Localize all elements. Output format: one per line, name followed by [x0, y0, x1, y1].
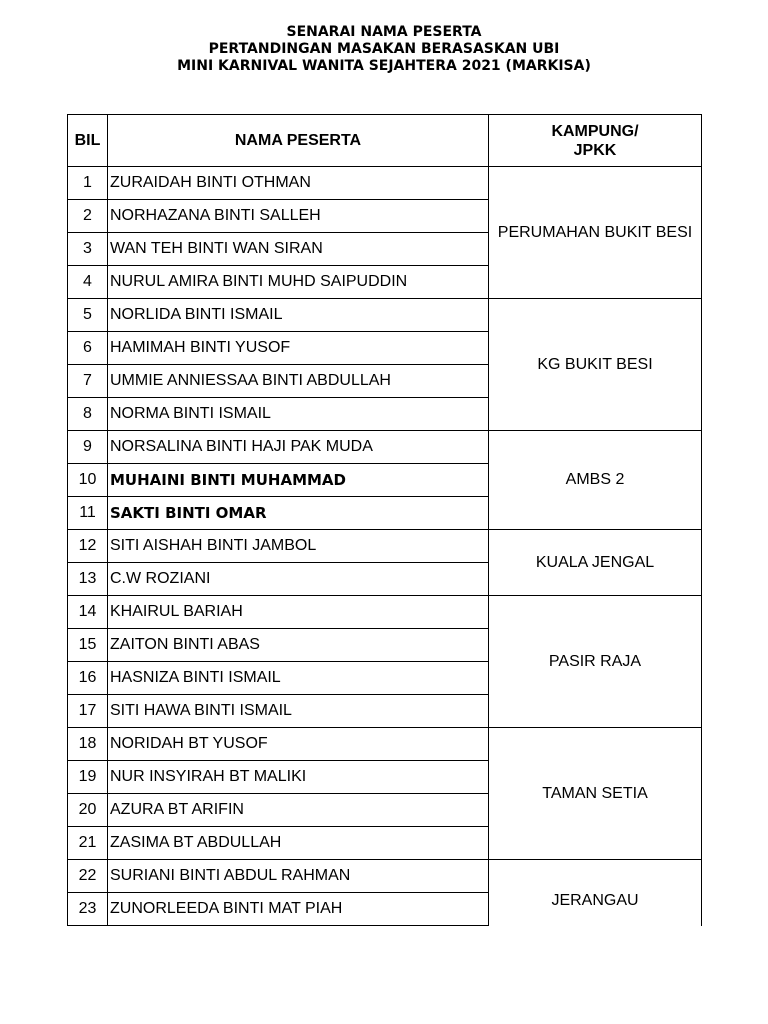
row-number: 21	[68, 827, 108, 860]
column-header-bil: BIL	[68, 115, 108, 167]
column-header-kampung	[489, 115, 702, 167]
participant-name: NORMA BINTI ISMAIL	[108, 398, 489, 431]
row-number: 22	[68, 860, 108, 893]
participant-name: WAN TEH BINTI WAN SIRAN	[108, 233, 489, 266]
kampung-cell: KG BUKIT BESI	[489, 299, 702, 431]
participant-name: HASNIZA BINTI ISMAIL	[108, 662, 489, 695]
table-row	[68, 530, 702, 563]
participant-name: SURIANI BINTI ABDUL RAHMAN	[108, 860, 489, 893]
participant-name: SITI AISHAH BINTI JAMBOL	[108, 530, 489, 563]
table-row	[68, 596, 702, 629]
table-header-row	[68, 115, 702, 167]
column-header-nama: NAMA PESERTA	[108, 115, 489, 167]
row-number: 15	[68, 629, 108, 662]
kampung-cell: KUALA JENGAL	[489, 530, 702, 596]
participant-name: NURUL AMIRA BINTI MUHD SAIPUDDIN	[108, 266, 489, 299]
kampung-cell: PASIR RAJA	[489, 596, 702, 728]
participant-name: ZURAIDAH BINTI OTHMAN	[108, 167, 489, 200]
row-number: 1	[68, 167, 108, 200]
participant-name: MUHAINI BINTI MUHAMMAD	[108, 464, 489, 497]
kampung-header-line-1: KAMPUNG/	[551, 122, 639, 140]
participant-name: NUR INSYIRAH BT MALIKI	[108, 761, 489, 794]
participant-name: SAKTI BINTI OMAR	[108, 497, 489, 530]
row-number: 7	[68, 365, 108, 398]
row-number: 18	[68, 728, 108, 761]
table-row	[68, 299, 702, 332]
row-number: 8	[68, 398, 108, 431]
row-number: 13	[68, 563, 108, 596]
row-number: 3	[68, 233, 108, 266]
kampung-label: JERANGAU	[551, 892, 639, 909]
participant-name: NORSALINA BINTI HAJI PAK MUDA	[108, 431, 489, 464]
row-number: 14	[68, 596, 108, 629]
participant-name: ZUNORLEEDA BINTI MAT PIAH	[108, 893, 489, 926]
row-number: 23	[68, 893, 108, 926]
document-header	[0, 24, 768, 75]
participant-name: SITI HAWA BINTI ISMAIL	[108, 695, 489, 728]
participant-name: NORHAZANA BINTI SALLEH	[108, 200, 489, 233]
row-number: 10	[68, 464, 108, 497]
title-line-2: PERTANDINGAN MASAKAN BERASASKAN UBI	[208, 41, 560, 57]
participant-name: AZURA BT ARIFIN	[108, 794, 489, 827]
row-number: 5	[68, 299, 108, 332]
participant-name: NORIDAH BT YUSOF	[108, 728, 489, 761]
row-number: 11	[68, 497, 108, 530]
row-number: 2	[68, 200, 108, 233]
table-row	[68, 728, 702, 761]
participant-name: ZASIMA BT ABDULLAH	[108, 827, 489, 860]
row-number: 16	[68, 662, 108, 695]
participant-name: NORLIDA BINTI ISMAIL	[108, 299, 489, 332]
participant-table	[67, 114, 702, 926]
table-row	[68, 431, 702, 464]
title-line-1: SENARAI NAMA PESERTA	[286, 24, 482, 40]
table-row	[68, 860, 702, 893]
row-number: 9	[68, 431, 108, 464]
participant-name: KHAIRUL BARIAH	[108, 596, 489, 629]
kampung-cell: TAMAN SETIA	[489, 728, 702, 860]
kampung-header-line-2: JPKK	[573, 141, 617, 159]
row-number: 6	[68, 332, 108, 365]
row-number: 4	[68, 266, 108, 299]
title-line-3: MINI KARNIVAL WANITA SEJAHTERA 2021 (MARKISA)	[177, 58, 591, 74]
row-number: 12	[68, 530, 108, 563]
row-number: 17	[68, 695, 108, 728]
kampung-cell: AMBS 2	[489, 431, 702, 530]
row-number: 20	[68, 794, 108, 827]
table-row	[68, 167, 702, 200]
kampung-cell	[489, 860, 702, 926]
row-number: 19	[68, 761, 108, 794]
participant-name: ZAITON BINTI ABAS	[108, 629, 489, 662]
participant-name: C.W ROZIANI	[108, 563, 489, 596]
participant-name: UMMIE ANNIESSAA BINTI ABDULLAH	[108, 365, 489, 398]
participant-name: HAMIMAH BINTI YUSOF	[108, 332, 489, 365]
kampung-cell: PERUMAHAN BUKIT BESI	[489, 167, 702, 299]
